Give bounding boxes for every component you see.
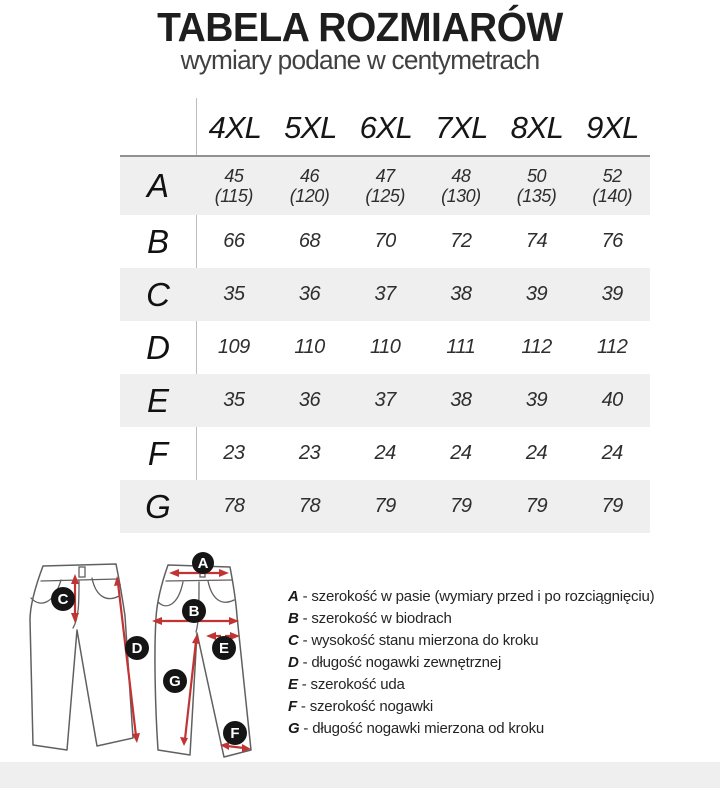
size-cell bbox=[423, 268, 499, 321]
size-cell bbox=[499, 321, 575, 374]
size-cell bbox=[196, 480, 272, 533]
size-column-header: 7XL bbox=[435, 109, 488, 145]
size-cell bbox=[423, 157, 499, 215]
cell-value: 79 bbox=[374, 495, 396, 518]
size-cell bbox=[574, 480, 650, 533]
cell-value: 38 bbox=[450, 283, 472, 306]
row-cells bbox=[196, 268, 650, 321]
size-cell bbox=[347, 215, 423, 268]
cell-value: (125) bbox=[365, 186, 405, 206]
pants-outline bbox=[30, 564, 133, 750]
row-cells bbox=[196, 427, 650, 480]
table-row bbox=[120, 157, 650, 215]
table-row bbox=[120, 374, 650, 427]
legend-text: - szerokość uda bbox=[297, 676, 405, 693]
size-cell bbox=[499, 427, 575, 480]
row-cells bbox=[196, 374, 650, 427]
cell-value: 35 bbox=[223, 389, 245, 412]
cell-value: 38 bbox=[450, 389, 472, 412]
legend-letter: A bbox=[288, 588, 299, 605]
cell-value: 79 bbox=[525, 495, 548, 518]
cell-value: 36 bbox=[298, 389, 321, 412]
size-cell bbox=[272, 374, 348, 427]
size-cell bbox=[347, 374, 423, 427]
row-cells bbox=[196, 321, 650, 374]
cell-value: 72 bbox=[450, 230, 472, 253]
badge-e-letter: E bbox=[218, 640, 230, 657]
cell-value: 46 bbox=[299, 165, 320, 186]
legend-item bbox=[288, 718, 654, 740]
size-column-header: 9XL bbox=[586, 109, 639, 145]
legend-letter: E bbox=[288, 676, 298, 693]
cell-value: 111 bbox=[446, 336, 476, 359]
row-label: A bbox=[146, 167, 169, 204]
cell-value: 70 bbox=[374, 230, 396, 253]
size-cell bbox=[499, 157, 575, 215]
bottom-gray-band bbox=[0, 762, 720, 788]
size-cell bbox=[423, 215, 499, 268]
cell-value: 110 bbox=[294, 336, 325, 359]
cell-value: (120) bbox=[289, 186, 330, 206]
legend-letter: G bbox=[288, 720, 300, 737]
size-cell bbox=[574, 374, 650, 427]
badge-g-letter: G bbox=[169, 673, 181, 690]
size-cell bbox=[272, 480, 348, 533]
page-title: TABELA ROZMIARÓW bbox=[157, 4, 563, 50]
table-row bbox=[120, 321, 650, 374]
page-subtitle: wymiary podane w centymetrach bbox=[180, 45, 540, 75]
legend-text: - długość nogawki mierzona od kroku bbox=[299, 720, 545, 737]
measurement-legend bbox=[288, 586, 654, 740]
size-cell bbox=[347, 268, 423, 321]
cell-value: 37 bbox=[374, 389, 396, 412]
row-label: F bbox=[147, 434, 169, 472]
cell-value: 50 bbox=[527, 165, 547, 186]
size-cell bbox=[574, 427, 650, 480]
size-cell bbox=[423, 427, 499, 480]
legend-text: - szerokość w biodrach bbox=[298, 610, 452, 627]
size-cell bbox=[196, 157, 272, 215]
size-cell bbox=[196, 268, 272, 321]
size-header-row bbox=[197, 100, 650, 155]
size-cell bbox=[272, 268, 348, 321]
cell-value: 52 bbox=[602, 165, 622, 186]
cell-value: 24 bbox=[374, 442, 396, 465]
cell-value: 112 bbox=[521, 336, 552, 359]
table-row bbox=[120, 268, 650, 321]
cell-value: 45 bbox=[224, 165, 244, 186]
row-label: G bbox=[145, 487, 171, 525]
row-label: B bbox=[146, 222, 169, 260]
cell-value: 79 bbox=[450, 495, 472, 518]
size-cell bbox=[499, 480, 575, 533]
size-cell bbox=[347, 321, 423, 374]
row-label: E bbox=[146, 381, 169, 419]
badge-f-letter: F bbox=[230, 725, 240, 742]
row-cells bbox=[196, 480, 650, 533]
legend-item bbox=[288, 630, 654, 652]
size-cell bbox=[423, 321, 499, 374]
badge-c-letter: C bbox=[57, 591, 69, 608]
cell-value: 39 bbox=[525, 389, 548, 412]
cell-value: 48 bbox=[451, 165, 471, 186]
legend-item bbox=[288, 586, 654, 608]
legend-letter: B bbox=[288, 610, 299, 627]
size-column-header: 4XL bbox=[208, 109, 261, 145]
size-cell bbox=[272, 157, 348, 215]
cell-value: 112 bbox=[597, 336, 628, 359]
legend-item bbox=[288, 652, 654, 674]
size-cell bbox=[423, 374, 499, 427]
cell-value: 39 bbox=[601, 283, 623, 306]
cell-value: 68 bbox=[298, 230, 321, 253]
size-cell bbox=[272, 427, 348, 480]
size-cell bbox=[347, 427, 423, 480]
size-cell bbox=[499, 374, 575, 427]
size-cell bbox=[272, 321, 348, 374]
cell-value: 39 bbox=[525, 283, 548, 306]
cell-value: 40 bbox=[601, 389, 623, 412]
legend-text: - szerokość w pasie (wymiary przed i po rozciągnięciu) bbox=[298, 588, 655, 605]
size-column-header: 5XL bbox=[284, 109, 337, 145]
cell-value: 66 bbox=[223, 230, 245, 253]
cell-value: (130) bbox=[441, 186, 481, 206]
pants-diagram-left bbox=[18, 552, 150, 764]
badge-a-letter: A bbox=[197, 555, 209, 572]
legend-letter: F bbox=[288, 698, 297, 715]
cell-value: 24 bbox=[450, 442, 472, 465]
table-row bbox=[120, 480, 650, 533]
cell-value: 35 bbox=[223, 283, 245, 306]
cell-value: 23 bbox=[298, 442, 321, 465]
badge-d-letter: D bbox=[131, 640, 143, 657]
row-cells bbox=[196, 215, 650, 268]
size-cell bbox=[272, 215, 348, 268]
legend-text: - szerokość nogawki bbox=[296, 698, 434, 715]
legend-item bbox=[288, 674, 654, 696]
cell-value: 110 bbox=[369, 336, 401, 359]
size-cell bbox=[196, 215, 272, 268]
pants-diagram-right bbox=[148, 550, 262, 772]
size-cell bbox=[196, 374, 272, 427]
size-cell bbox=[423, 480, 499, 533]
cell-value: 24 bbox=[601, 442, 623, 465]
size-cell bbox=[196, 321, 272, 374]
legend-text: - długość nogawki zewnętrznej bbox=[298, 654, 502, 671]
size-cell bbox=[347, 157, 423, 215]
cell-value: 78 bbox=[223, 495, 245, 518]
table-row bbox=[120, 427, 650, 480]
cell-value: (140) bbox=[592, 186, 632, 206]
row-cells bbox=[196, 157, 650, 215]
legend-item bbox=[288, 696, 654, 718]
size-column-header: 8XL bbox=[510, 109, 563, 145]
legend-item bbox=[288, 608, 654, 630]
legend-letter: D bbox=[288, 654, 299, 671]
cell-value: 76 bbox=[601, 230, 623, 253]
cell-value: 109 bbox=[217, 336, 250, 359]
size-table-rows bbox=[120, 157, 650, 533]
size-cell bbox=[574, 215, 650, 268]
cell-value: 78 bbox=[298, 495, 321, 518]
size-cell bbox=[347, 480, 423, 533]
size-column-header: 6XL bbox=[359, 109, 412, 145]
size-cell bbox=[574, 268, 650, 321]
row-label: C bbox=[146, 275, 170, 313]
cell-value: 36 bbox=[298, 283, 321, 306]
legend-text: - wysokość stanu mierzona do kroku bbox=[298, 632, 539, 649]
cell-value: 23 bbox=[223, 442, 245, 465]
legend-letter: C bbox=[288, 632, 299, 649]
badge-b-letter: B bbox=[188, 603, 200, 620]
size-cell bbox=[499, 215, 575, 268]
cell-value: (115) bbox=[214, 186, 253, 206]
size-cell bbox=[574, 321, 650, 374]
cell-value: (135) bbox=[516, 186, 557, 206]
size-cell bbox=[196, 427, 272, 480]
table-row bbox=[120, 215, 650, 268]
size-cell bbox=[574, 157, 650, 215]
cell-value: 79 bbox=[601, 495, 623, 518]
cell-value: 47 bbox=[375, 165, 395, 186]
row-label: D bbox=[146, 328, 170, 366]
cell-value: 24 bbox=[525, 442, 548, 465]
cell-value: 37 bbox=[374, 283, 396, 306]
size-cell bbox=[499, 268, 575, 321]
cell-value: 74 bbox=[525, 230, 548, 253]
